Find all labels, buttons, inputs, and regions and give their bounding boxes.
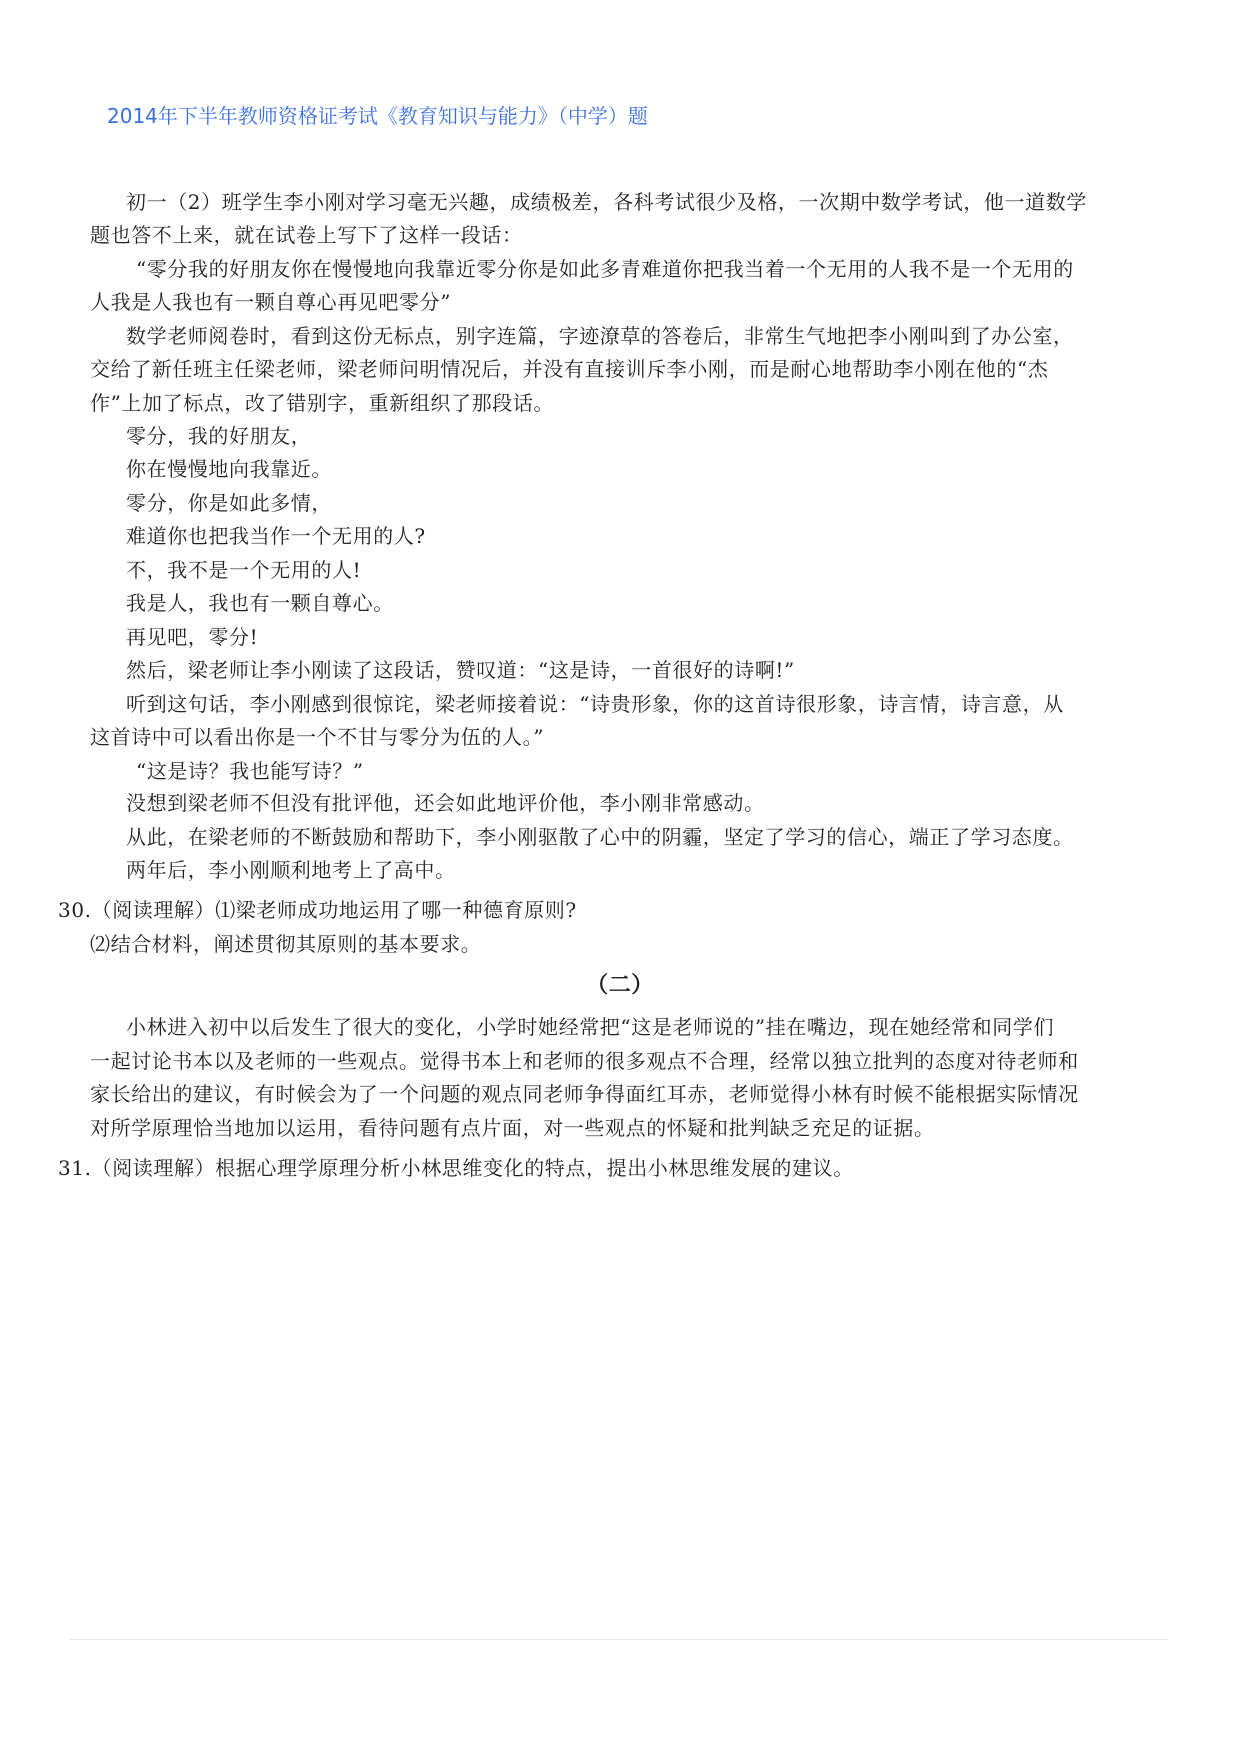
text-line: 零分，你是如此多情， — [126, 491, 332, 515]
question-30-part-2: ⑵结合材料，阐述贯彻其原则的基本要求。 — [90, 932, 482, 956]
text-line: 题也答不上来，就在试卷上写下了这样一段话： — [90, 223, 523, 247]
text-line: 然后，梁老师让李小刚读了这段话，赞叹道：“这是诗，一首很好的诗啊!” — [126, 658, 795, 682]
text-line: 我是人，我也有一颗自尊心。 — [126, 591, 394, 615]
text-line: 零分，我的好朋友， — [126, 424, 312, 448]
text-line: 交给了新任班主任梁老师，梁老师问明情况后，并没有直接训斥李小刚，而是耐心地帮助李小刚在他的“杰 — [90, 357, 1049, 381]
text-line: 难道你也把我当作一个无用的人? — [126, 524, 426, 548]
text-line: 初一（2）班学生李小刚对学习毫无兴趣，成绩极差，各科考试很少及格，一次期中数学考试，他一道数学 — [126, 190, 1087, 214]
footer-divider — [70, 1639, 1168, 1640]
text-line: “这是诗？我也能写诗？” — [136, 759, 364, 783]
document-title: 2014年下半年教师资格证考试《教育知识与能力》（中学）题 — [107, 104, 648, 128]
question-31: 31.（阅读理解）根据心理学原理分析小林思维变化的特点，提出小林思维发展的建议。 — [58, 1156, 854, 1180]
text-line: 小林进入初中以后发生了很大的变化，小学时她经常把“这是老师说的”挂在嘴边，现在她经常和同学们 — [126, 1015, 1055, 1039]
text-line: 数学老师阅卷时，看到这份无标点，别字连篇，字迹潦草的答卷后，非常生气地把李小刚叫到了办公室， — [126, 324, 1074, 348]
section-heading: （二） — [586, 972, 654, 998]
text-line: 你在慢慢地向我靠近。 — [126, 457, 332, 481]
text-line: 没想到梁老师不但没有批评他，还会如此地评价他，李小刚非常感动。 — [126, 791, 765, 815]
text-line: “零分我的好朋友你在慢慢地向我靠近零分你是如此多青难道你把我当着一个无用的人我不是一个无用的 — [136, 257, 1074, 281]
text-line: 人我是人我也有一颗自尊心再见吧零分” — [90, 290, 452, 314]
text-line: 这首诗中可以看出你是一个不甘与零分为伍的人。” — [90, 725, 545, 749]
text-line: 两年后，李小刚顺利地考上了高中。 — [126, 858, 456, 882]
text-line: 听到这句话，李小刚感到很惊诧，梁老师接着说：“诗贵形象，你的这首诗很形象，诗言情，诗言意，从 — [126, 692, 1064, 716]
text-line: 一起讨论书本以及老师的一些观点。觉得书本上和老师的很多观点不合理，经常以独立批判的态度对待老师和 — [90, 1049, 1079, 1073]
text-line: 再见吧，零分! — [126, 625, 259, 649]
question-30-part-1: 30.（阅读理解）⑴梁老师成功地运用了哪一种德育原则? — [58, 898, 577, 922]
text-line: 对所学原理恰当地加以运用，看待问题有点片面，对一些观点的怀疑和批判缺乏充足的证据。 — [90, 1116, 935, 1140]
text-line: 家长给出的建议，有时候会为了一个问题的观点同老师争得面红耳赤，老师觉得小林有时候不能根据实际情况 — [90, 1082, 1079, 1106]
text-line: 作”上加了标点，改了错别字，重新组织了那段话。 — [90, 391, 555, 415]
text-line: 从此，在梁老师的不断鼓励和帮助下，李小刚驱散了心中的阴霾，坚定了学习的信心，端正了学习态度。 — [126, 825, 1074, 849]
text-line: 不，我不是一个无用的人! — [126, 558, 362, 582]
